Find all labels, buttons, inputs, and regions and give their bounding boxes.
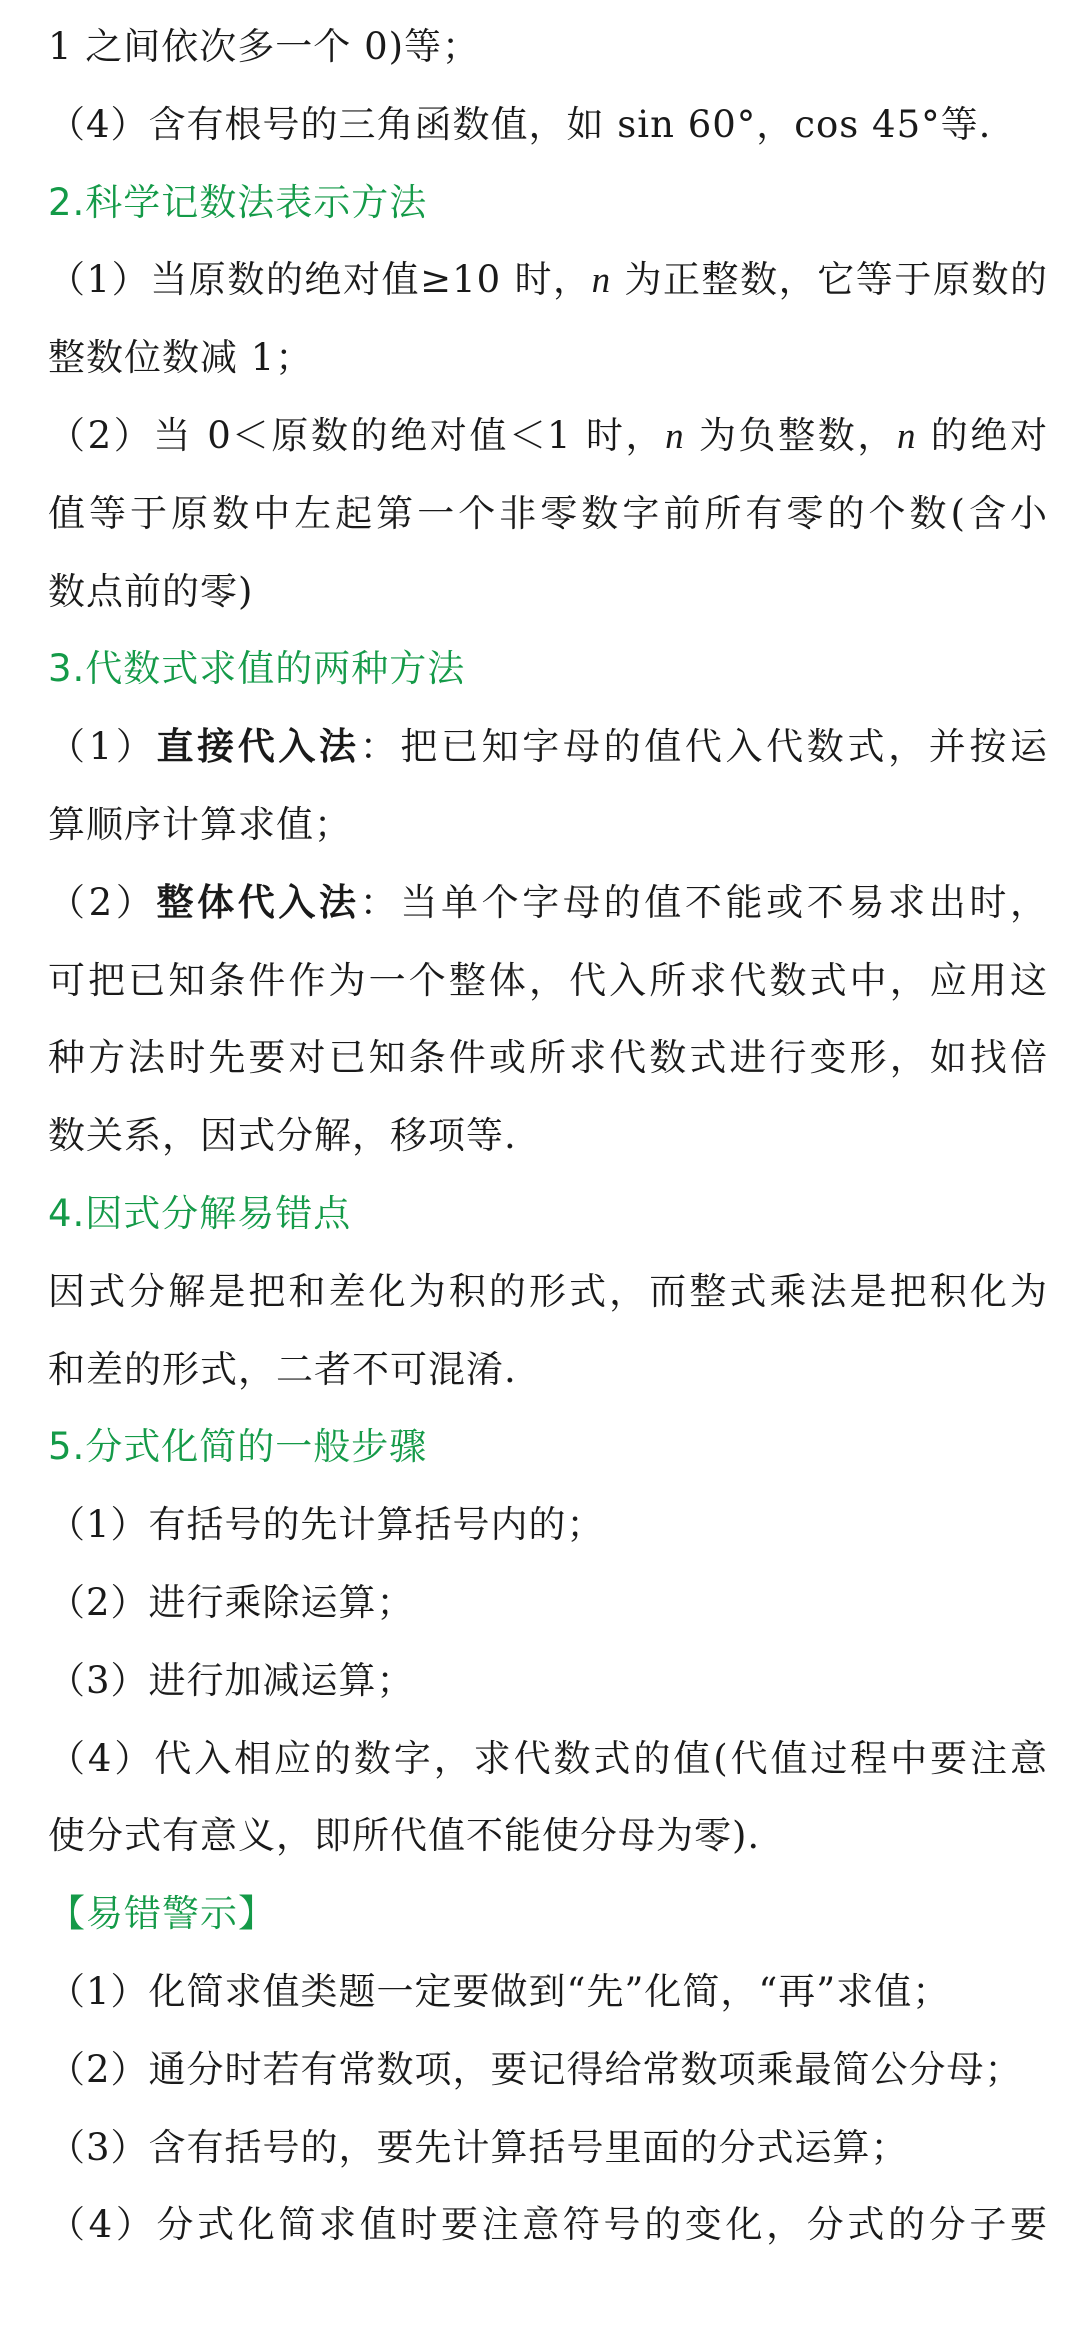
- text-span: 为负整数，: [684, 413, 897, 457]
- text-span: ：当单个字母的值不能或不易求出时，: [359, 880, 1048, 924]
- method-term: 直接代入法: [156, 725, 360, 769]
- text-line: （3）含有括号的，要先计算括号里面的分式运算；: [48, 2125, 909, 2169]
- text-line: [48, 864, 1048, 942]
- heading-text: 分式化简的一般步骤: [85, 1425, 428, 1469]
- text-line: （4）分式化简求值时要注意符号的变化，分式的分子要: [48, 2203, 1048, 2247]
- text-line: （3）进行加减运算；: [48, 1658, 415, 1702]
- text-span: ：把已知字母的值代入代数式，并按运: [359, 725, 1048, 769]
- variable-n: n: [665, 415, 685, 457]
- text-line: 整数位数减 1；: [48, 336, 314, 380]
- variable-n: n: [896, 415, 917, 457]
- method-term: 整体代入法: [156, 880, 360, 924]
- section-heading-4: 4.因式分解易错点: [48, 1191, 352, 1235]
- text-line: 数点前的零): [48, 569, 254, 613]
- text-line: 种方法时先要对已知条件或所求代数式进行变形，如找倍: [48, 1036, 1048, 1080]
- section-heading-2: 2.科学记数法表示方法: [48, 180, 428, 224]
- text-span: （2）当 0＜原数的绝对值＜1 时，: [48, 413, 666, 457]
- heading-number: 5.: [48, 1425, 86, 1469]
- section-heading-3: 3.代数式求值的两种方法: [48, 647, 466, 691]
- text-line: [48, 241, 1048, 319]
- text-line: 可把已知条件作为一个整体，代入所求代数式中，应用这: [48, 958, 1048, 1002]
- text-line: 数关系，因式分解，移项等.: [48, 1114, 517, 1158]
- warning-heading: 【易错警示】: [48, 1892, 276, 1936]
- text-line: （4）含有根号的三角函数值，如 sin 60°，cos 45°等.: [48, 102, 992, 146]
- text-line: （2）进行乘除运算；: [48, 1580, 415, 1624]
- text-span: 的绝对: [916, 413, 1048, 457]
- text-line: 因式分解是把和差化为积的形式，而整式乘法是把积化为: [48, 1269, 1048, 1313]
- text-line: （4）代入相应的数字，求代数式的值(代值过程中要注意: [48, 1736, 1048, 1780]
- text-span: （1）: [48, 725, 157, 769]
- text-line: 和差的形式，二者不可混淆.: [48, 1347, 517, 1391]
- text-line: （1）化简求值类题一定要做到“先”化简，“再”求值；: [48, 1969, 951, 2013]
- text-line: [48, 397, 1048, 475]
- text-span: 为正整数，它等于原数的: [611, 258, 1048, 302]
- text-line: （2）通分时若有常数项，要记得给常数项乘最简公分母；: [48, 2047, 1023, 2091]
- text-line: 使分式有意义，即所代值不能使分母为零).: [48, 1814, 761, 1858]
- text-line: 1 之间依次多一个 0)等；: [48, 25, 481, 68]
- text-line: 值等于原数中左起第一个非零数字前所有零的个数(含小: [48, 491, 1048, 535]
- variable-n: n: [591, 260, 612, 302]
- section-heading-5: [48, 1408, 1048, 1486]
- text-line: [48, 708, 1048, 786]
- text-line: （1）有括号的先计算括号内的；: [48, 1503, 605, 1547]
- text-span: （2）: [48, 880, 157, 924]
- text-span: （1）当原数的绝对值≥10 时，: [48, 258, 592, 302]
- text-line: 算顺序计算求值；: [48, 802, 352, 846]
